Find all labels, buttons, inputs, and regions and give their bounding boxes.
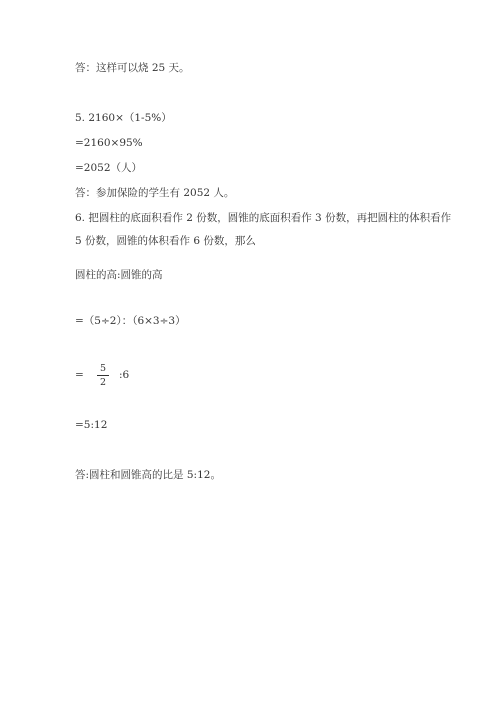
answer-line-25-days: 答：这样可以烧 25 天。 bbox=[75, 62, 190, 74]
equals-sign: = bbox=[75, 369, 84, 381]
fraction-suffix: :6 bbox=[119, 369, 130, 381]
problem-5-step-1: =2160×95% bbox=[75, 137, 143, 149]
fraction-numerator: 5 bbox=[99, 363, 107, 374]
problem-5-step-2: =2052（人） bbox=[75, 162, 143, 174]
fraction bbox=[97, 363, 109, 388]
ratio-heading: 圆柱的高:圆锥的高 bbox=[75, 269, 163, 281]
fraction-denominator: 2 bbox=[99, 377, 107, 388]
problem-6-answer: 答:圆柱和圆锥高的比是 5:12。 bbox=[75, 469, 221, 481]
fraction-bar bbox=[97, 375, 109, 376]
problem-5-expression: 5. 2160×（1-5%） bbox=[75, 112, 172, 124]
problem-6-intro-line-1: 6. 把圆柱的底面积看作 2 份数，圆锥的底面积看作 3 份数，再把圆柱的体积看作 bbox=[75, 212, 452, 224]
problem-6-intro-line-2: 5 份数，圆锥的体积看作 6 份数，那么 bbox=[75, 235, 256, 247]
problem-5-answer: 答：参加保险的学生有 2052 人。 bbox=[75, 187, 235, 199]
ratio-step-2-fraction-line bbox=[75, 363, 195, 389]
ratio-result: =5:12 bbox=[75, 419, 108, 431]
ratio-step-1: =（5÷2）：（6×3÷3） bbox=[75, 315, 186, 327]
